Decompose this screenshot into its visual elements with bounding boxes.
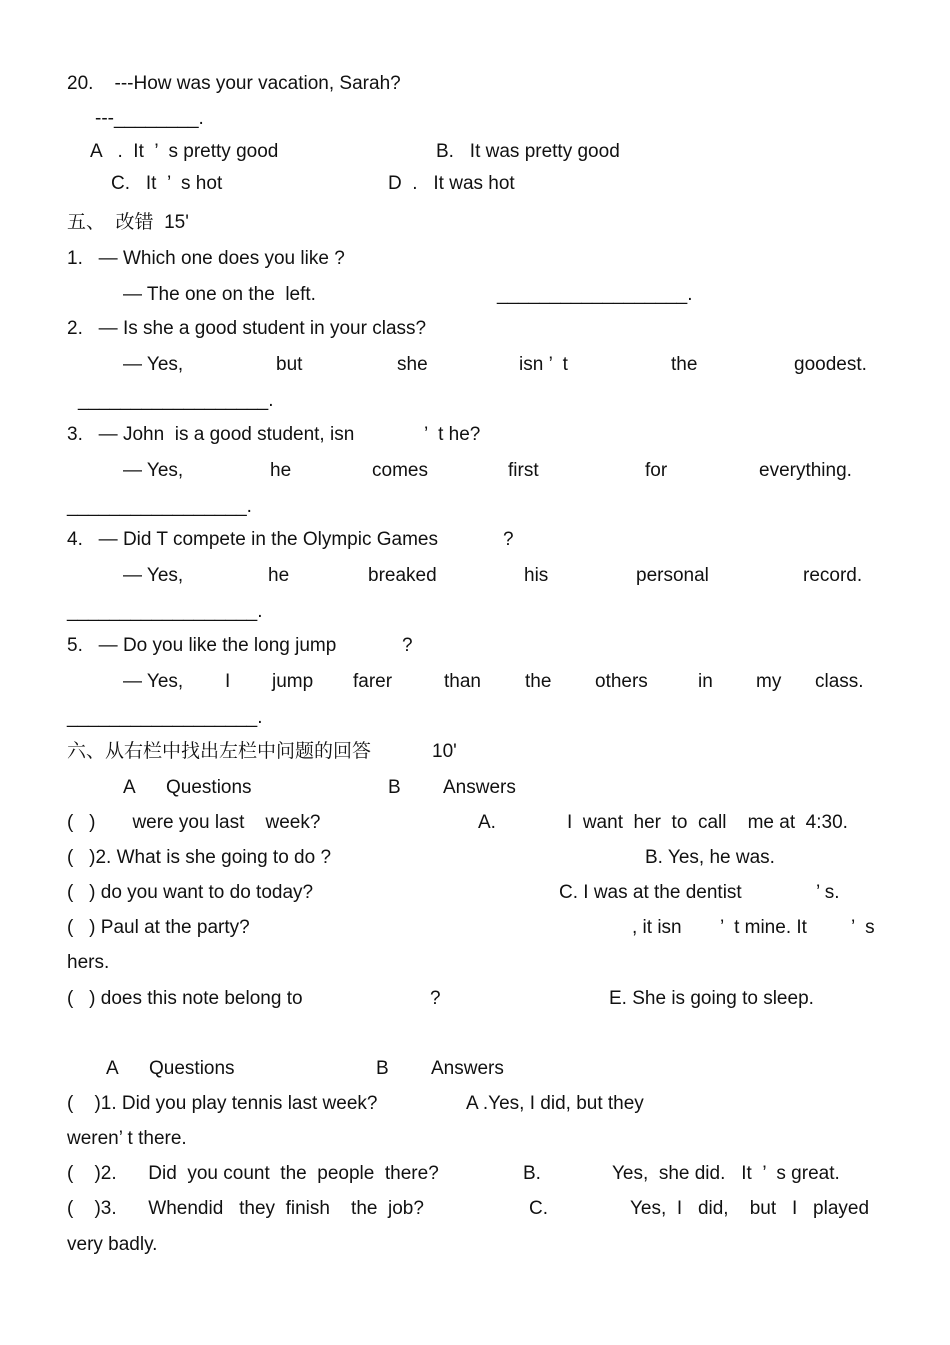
s6-row4-answer-tail: ’ s — [851, 917, 875, 938]
s5-item4-blank: __________________. — [67, 601, 263, 622]
q20-option-d: D . It was hot — [388, 173, 515, 194]
s6-row4-answer: , it isn — [632, 917, 682, 938]
s6-row5-question: ( ) does this note belong to — [67, 988, 303, 1009]
q20-option-b: B. It was pretty good — [436, 141, 620, 162]
s5-item5-word: farer — [353, 671, 393, 692]
s5-item3-word: — Yes, — [123, 460, 184, 481]
s7-col-b-letter: B — [376, 1058, 389, 1079]
s5-item3-word: he — [270, 460, 292, 481]
s5-item5-word: in — [698, 671, 713, 692]
s5-item5-question: 5. — Do you like the long jump — [67, 635, 337, 656]
s5-item3-blank: _________________. — [67, 496, 252, 517]
s5-item5-blank: __________________. — [67, 707, 263, 728]
s5-item2-blank: __________________. — [78, 390, 274, 411]
s6-row5-question-tail: ? — [430, 988, 441, 1009]
s6-row1-answer-letter: A. — [478, 812, 496, 833]
s5-item2-question: 2. — Is she a good student in your class? — [67, 318, 427, 339]
section6-heading: 六、从右栏中找出左栏中问题的回答 — [67, 741, 372, 762]
s5-item2-word: the — [671, 354, 698, 375]
s5-item4-word: breaked — [368, 565, 437, 586]
s5-item1-answer: — The one on the left. — [123, 284, 316, 305]
q20-answer-blank: ---________. — [95, 108, 204, 129]
s5-item3-question: 3. — John is a good student, isn — [67, 424, 355, 445]
s7-row1-answer: A .Yes, I did, but they — [466, 1093, 644, 1114]
s5-item4-word: personal — [636, 565, 709, 586]
s6-row1-question: ( ) were you last week? — [67, 812, 321, 833]
s5-item3-question-tail: ’ t he? — [424, 424, 481, 445]
s6-row3-answer: C. I was at the dentist — [559, 882, 742, 903]
section6-points: 10' — [432, 741, 457, 762]
s6-row3-answer-tail: ’ s. — [816, 882, 840, 903]
s7-col-b-title: Answers — [431, 1058, 504, 1079]
s5-item2-word: isn ’ t — [519, 354, 568, 375]
s6-col-b-title: Answers — [443, 777, 516, 798]
s5-item3-word: first — [508, 460, 539, 481]
s6-col-b-letter: B — [388, 777, 401, 798]
s5-item4-word: record. — [803, 565, 863, 586]
s5-item1-blank: __________________. — [497, 284, 693, 305]
s5-item3-word: comes — [372, 460, 428, 481]
s6-row4-continuation: hers. — [67, 952, 110, 973]
s5-item4-word: — Yes, — [123, 565, 184, 586]
q20-question: 20. ---How was your vacation, Sarah? — [67, 73, 401, 94]
q20-option-a: A . It ’ s pretty good — [90, 141, 279, 162]
s6-col-a-title: Questions — [166, 777, 252, 798]
section5-heading: 五、 改错 15' — [67, 212, 189, 233]
s5-item5-word: class. — [815, 671, 864, 692]
s5-item2-word: but — [276, 354, 303, 375]
s6-row2-answer: B. Yes, he was. — [645, 847, 775, 868]
s7-row1-question: ( )1. Did you play tennis last week? — [67, 1093, 378, 1114]
q20-option-c: C. It ’ s hot — [111, 173, 223, 194]
s6-row2-question: ( )2. What is she going to do ? — [67, 847, 332, 868]
s5-item5-word: than — [444, 671, 481, 692]
s7-row3-continuation: very badly. — [67, 1234, 158, 1255]
s7-row2-answer: Yes, she did. It ’ s great. — [612, 1163, 840, 1184]
s5-item2-word: goodest. — [794, 354, 867, 375]
s7-row2-question: ( )2. Did you count the people there? — [67, 1163, 439, 1184]
s5-item5-word: others — [595, 671, 648, 692]
s6-row4-question: ( ) Paul at the party? — [67, 917, 250, 938]
s5-item4-word: his — [524, 565, 549, 586]
s5-item4-word: he — [268, 565, 290, 586]
s5-item5-word: my — [756, 671, 782, 692]
s6-row5-answer: E. She is going to sleep. — [609, 988, 814, 1009]
s7-row3-answer-letter: C. — [529, 1198, 548, 1219]
s5-item5-word: I — [225, 671, 231, 692]
s6-col-a-letter: A — [123, 777, 136, 798]
s7-row3-question: ( )3. Whendid they finish the job? — [67, 1198, 424, 1219]
s5-item1-question: 1. — Which one does you like ? — [67, 248, 345, 269]
s7-row2-answer-letter: B. — [523, 1163, 541, 1184]
s5-item2-word: — Yes, — [123, 354, 184, 375]
s5-item3-word: everything. — [759, 460, 852, 481]
s6-row3-question: ( ) do you want to do today? — [67, 882, 314, 903]
s6-row4-answer-mid: ’ t mine. It — [720, 917, 807, 938]
s7-col-a-letter: A — [106, 1058, 119, 1079]
s7-row1-continuation: weren’ t there. — [67, 1128, 187, 1149]
s5-item4-question-tail: ? — [503, 529, 514, 550]
s5-item5-word: — Yes, — [123, 671, 184, 692]
s5-item5-word: the — [525, 671, 552, 692]
s6-row1-answer: I want her to call me at 4:30. — [567, 812, 848, 833]
s5-item5-question-tail: ? — [402, 635, 413, 656]
s5-item3-word: for — [645, 460, 668, 481]
s5-item5-word: jump — [272, 671, 314, 692]
s5-item2-word: she — [397, 354, 428, 375]
s5-item4-question: 4. — Did T compete in the Olympic Games — [67, 529, 438, 550]
s7-row3-answer: Yes, I did, but I played — [630, 1198, 870, 1219]
s7-col-a-title: Questions — [149, 1058, 235, 1079]
